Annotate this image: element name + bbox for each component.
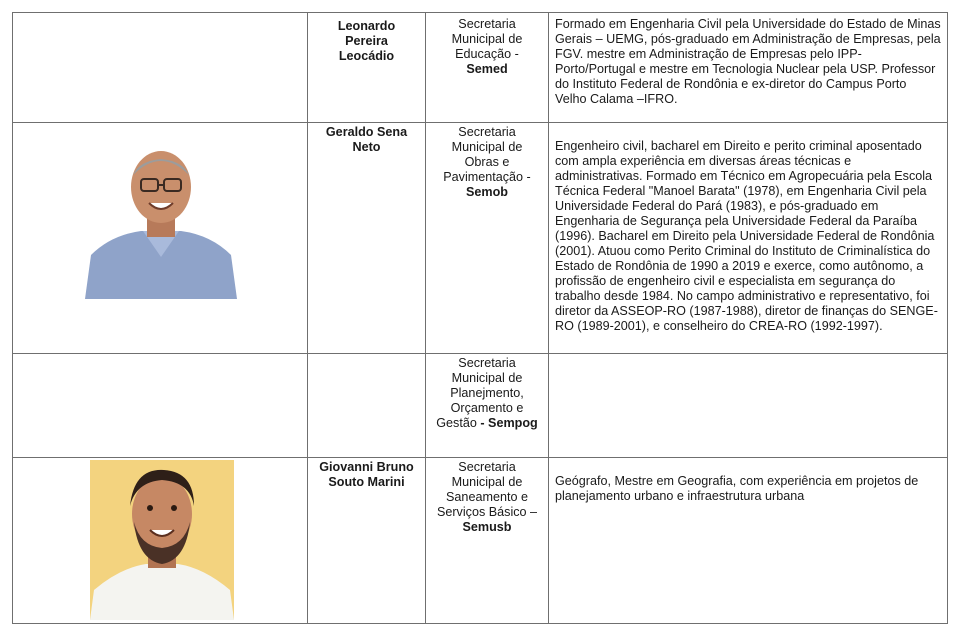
secretariat-name	[425, 12, 549, 123]
secretariat-acronym: Semusb	[462, 520, 512, 534]
bio-text: Geógrafo, Mestre em Geografia, com experiência em projetos de planejamento urbano e infraestrutura urbana	[548, 457, 948, 624]
secretariat-prefix: Secretaria Municipal de Saneamento e Serviços Básico –	[436, 460, 538, 519]
person-name: Giovanni Bruno Souto Marini	[307, 457, 426, 624]
person-name	[307, 353, 426, 458]
secretariat-prefix: Secretaria Municipal de Educação -	[451, 17, 523, 61]
secretariat-table	[12, 12, 948, 624]
secretariat-acronym: Semed	[466, 62, 508, 76]
secretariat-name	[425, 457, 549, 624]
secretariat-name	[425, 353, 549, 458]
secretariat-prefix: Secretaria Municipal de Obras e Pavimentação -	[443, 125, 531, 184]
bio-text: Formado em Engenharia Civil pela Universidade do Estado de Minas Gerais – UEMG, pós-graduado em Administração de Empresas, pela FGV. mestre em Administração de Empresas pelo IPP-Porto/Portugal e mestre em Tecnologia Nuclear pela USP. Professor do Instituto Federal de Rondônia e ex-diretor do Campus Porto Velho Calama –IFRO.	[548, 12, 948, 123]
photo-cell	[12, 353, 308, 458]
secretariat-name	[425, 122, 549, 354]
person-name: Geraldo Sena Neto	[307, 122, 426, 354]
secretariat-prefix: Secretaria Municipal de Planejmento, Orçamento e Gestão	[436, 356, 524, 430]
secretariat-acronym: - Sempog	[480, 416, 538, 430]
photo-cell	[12, 457, 308, 624]
bio-text: Engenheiro civil, bacharel em Direito e perito criminal aposentado com ampla experiência em diversas áreas técnicas e administrativas. Formado em Técnico em Agropecuária pela Escola Técnica Federal "Manoel Barata" (1978), em Engenharia Civil pela Universidade Federal do Pará (1983), e pós-graduado em Engenharia de Segurança pela Universidade Federal da Paraíba (1996). Bacharel em Direito pela Universidade Federal de Rondônia (2001). Atuou como Perito Criminal do Instituto de Criminalística do Estado de Rondônia de 1990 a 2019 e exerce, como autônomo, a profissão de engenheiro civil e especialista em segurança do trabalho desde 1984. No campo administrativo e representativo, foi diretor da ASSEOP-RO (1987-1988), diretor de finanças do SENGE-RO (1989-2001), e conselheiro do CREA-RO (1992-1997).	[548, 122, 948, 354]
bio-text	[548, 353, 948, 458]
photo-cell	[12, 12, 308, 123]
photo-cell	[12, 122, 308, 354]
secretariat-acronym: Semob	[466, 185, 508, 199]
portrait-photo	[81, 145, 241, 299]
person-name: Leonardo Pereira Leocádio	[307, 12, 426, 123]
portrait-photo	[90, 460, 234, 620]
